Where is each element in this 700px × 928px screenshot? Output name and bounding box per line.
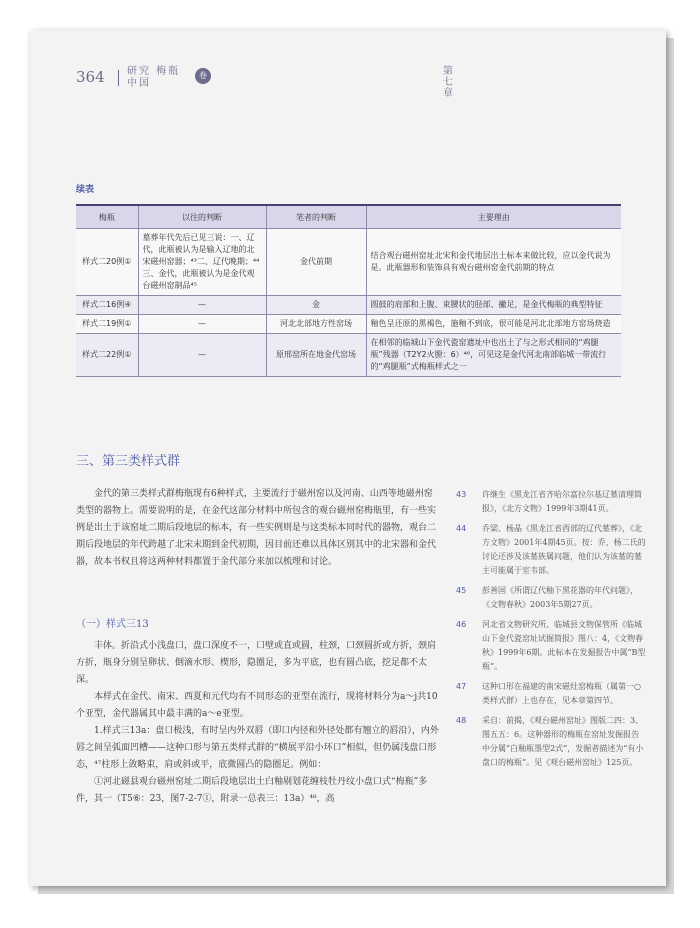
footnote-number: 44 (456, 524, 467, 533)
footnote (456, 680, 646, 708)
table-cell: 金 (266, 296, 366, 315)
paragraph: 1.样式三13a：盘口极浅，有时呈内外双唇（即口内径和外径处都有翘立的唇沿），内外唇之间呈弧面凹槽——这种口形与第五类样式群的“横展平沿小环口”相似，但仍属浅盘口形态，⁴⁷柱形上敛略束，肩或斜或平，底微圆凸的隐圈足。例如： (76, 726, 439, 770)
column-header: 笔者的判断 (266, 205, 366, 229)
table-header-row (76, 205, 621, 229)
table-caption: 续表 (76, 185, 95, 195)
footnote-text: 这种口形在福建的南宋磁灶窑梅瓶（属第一○类样式群）上也存在，见本章第四节。 (482, 682, 641, 705)
footnote (456, 584, 646, 612)
data-table (76, 204, 621, 377)
table-row (76, 296, 621, 315)
footnote-text: 采自：前揭，《观台磁州窑址》图版二四：3、图五五：6。这种器形的梅瓶在窑址发掘报告中分属“白釉瓶墨型2式”，发掘者描述为“有小盘口的梅瓶”。见《观台磁州窑址》125页。 (482, 716, 644, 767)
table-cell: 金代前期 (266, 229, 366, 296)
table-cell: 墓葬年代先后已见三说：一、辽代，此瓶被认为是输入辽地的北宋磁州窑器；⁴³二、辽代晚期；⁴⁴三、金代，此瓶被认为是金代观台磁州窑制品⁴⁵ (138, 229, 266, 296)
footnote-text: 乔梁、杨晶《黑龙江省西部的辽代墓葬》，《北方文物》2001年4期45页。按：乔、杨二氏的讨论还涉及该墓族属问题，他们认为该墓的墓主可能属于室韦部。 (482, 524, 646, 575)
intro-text (76, 486, 440, 571)
page-number: 364 (76, 68, 105, 86)
footnote-text: 彭善国《所谓辽代釉下黑花器的年代问题》，《文物春秋》2003年5期27页。 (482, 586, 638, 609)
table-cell: 样式二20例① (76, 229, 138, 296)
table-cell: 样式二16例④ (76, 296, 138, 315)
paragraph: 本样式在金代、南宋、西夏和元代均有不同形态的亚型在流行，现将材料分为a～j共10个亚型，金代器属其中最丰满的a～e亚型。 (76, 692, 438, 719)
footnotes (456, 488, 646, 776)
footnote-number: 48 (456, 716, 467, 725)
table-row (76, 315, 621, 334)
table-cell: 圆鼓的肩部和上腹、束腰状的胫部、撇足，是金代梅瓶的典型特征 (366, 296, 621, 315)
footnote-number: 43 (456, 490, 467, 499)
paragraph: ①河北磁县观台磁州窑址二期后段地层出土白釉剔划花缠枝牡丹纹小盘口式“梅瓶”多件，其一（T5⑥：23，图7-2-7①，附录一总表三：13a）⁴⁸，高 (76, 777, 428, 804)
paragraph: 丰体。折沿式小浅盘口，盘口深度不一，口壁或直或圆，柱颈，口颈圆折或方折，颈肩方折，瓶身分别呈卵状、倒滴水形、楔形，隐圈足，多为平底，也有圆凸底，挖足都不太深。 (76, 641, 437, 685)
footnote (456, 522, 646, 578)
series-logo-icon: 卷 (195, 68, 211, 84)
table-cell: — (138, 296, 266, 315)
section-title: 三、第三类样式群 (76, 454, 181, 469)
column-header: 主要理由 (366, 205, 621, 229)
table-cell: 样式二22例① (76, 334, 138, 377)
footnote (456, 488, 646, 516)
table-cell: 釉色呈还原的黑褐色，施釉不到底，很可能是河北北部地方窑场烧造 (366, 315, 621, 334)
table-cell: 原邢窑所在地金代窑场 (266, 334, 366, 377)
footnote-number: 45 (456, 586, 467, 595)
table-cell: — (138, 315, 266, 334)
body-text (76, 638, 440, 808)
table-cell: 河北北部地方性窑场 (266, 315, 366, 334)
paragraph: 金代的第三类样式群梅瓶现有6种样式，主要流行于磁州窑以及河南、山西等地磁州窑类型的器物上。需要说明的是，在金代这部分材料中所包含的观台磁州窑梅瓶里，有一些实例是出土于该窑址二期后段地层的标本，有一些实例则是与这类标本同时代的器物，观台二期后段地层的年代跨越了北宋末期到金代初期，因目前还难以具体区别其中的北宋器和金代器，故本书权且将这两种材料都置于金代部分来加以梳理和讨论。 (76, 489, 437, 567)
subsection-title: （一）样式三13 (76, 619, 149, 630)
column-header: 以往的判断 (138, 205, 266, 229)
table-cell: — (138, 334, 266, 377)
footnote (456, 714, 646, 770)
footnote-text: 河北省文物研究所、临城县文物保管所《临城山下金代瓷窑址试掘简报》图八：4，《文物春秋》1999年6期。此标本在发掘报告中属“B型瓶”。 (482, 620, 646, 671)
table-row (76, 229, 621, 296)
chapter-label: 第七章 (443, 66, 453, 99)
book-page (30, 30, 666, 886)
book-title: 研究 梅瓶 中国 (127, 66, 181, 89)
table-cell: 结合观台磁州窑址北宋和金代地层出土标本来做比较，应以金代说为是。此瓶器形和装饰具有观台磁州窑金代前期的特点 (366, 229, 621, 296)
table-cell: 在相邻的临城山下金代瓷窑遗址中也出土了与之形式相同的“鸡腿瓶”残器（T2Y2火膛：6）⁴⁶，可见这是金代河北南部临城一带流行的“鸡腿瓶”式梅瓶样式之一 (366, 334, 621, 377)
column-header: 梅瓶 (76, 205, 138, 229)
footnote-number: 46 (456, 620, 467, 629)
footnote-text: 许继生《黑龙江省齐哈尔富拉尔基辽墓清理简报》，《北方文物》1999年3期41页。 (482, 490, 642, 513)
footnote-number: 47 (456, 682, 467, 691)
footnote (456, 618, 646, 674)
header-divider (118, 70, 119, 86)
table-cell: 样式二19例① (76, 315, 138, 334)
table-row (76, 334, 621, 377)
